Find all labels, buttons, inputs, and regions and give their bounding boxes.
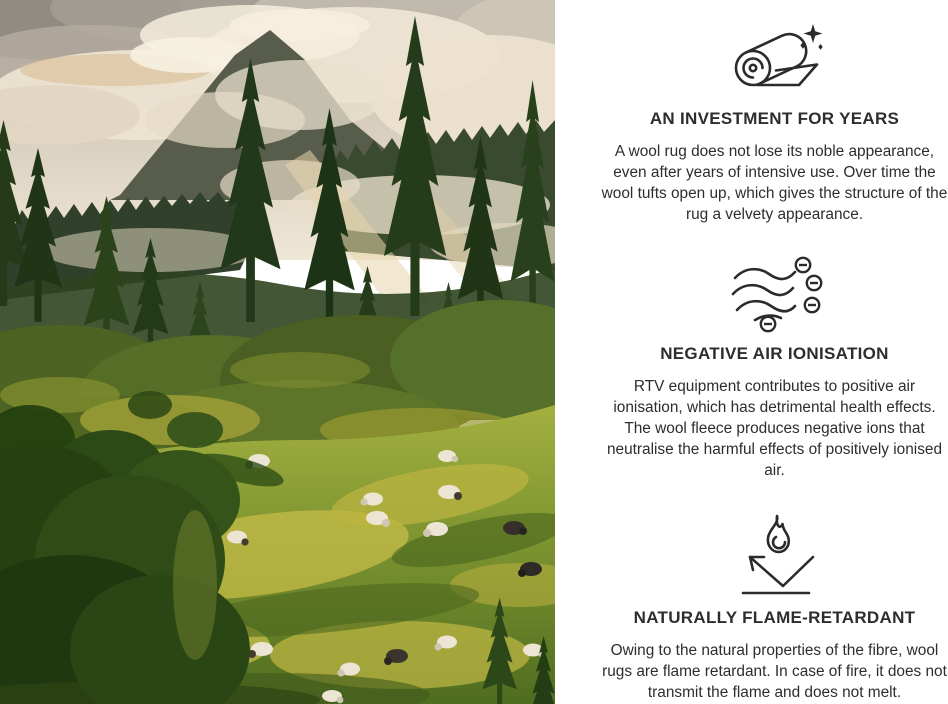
air-ions-icon [725,255,825,333]
flame-retardant-icon [729,511,821,597]
feature-body: RTV equipment contributes to positive air ionisation, which has detrimental health effects. The wool fleece produces negative ions that neutralise the harmful effects of positively ionised air. [606,378,943,479]
feature-panel [555,0,948,704]
feature-heading: NEGATIVE AIR IONISATION [660,344,889,363]
feature-ionisation [601,255,948,481]
feature-body: A wool rug does not lose its noble appearance, even after years of intensive use. Over time the wool tufts open up, which gives the structure of the rug a velvety appearance. [601,143,948,223]
rolled-rug-icon [723,18,827,98]
feature-body: Owing to the natural properties of the fibre, wool rugs are flame retardant. In case of fire, it does not transmit the flame and does not melt. [602,642,947,701]
feature-flame [601,511,948,703]
feature-heading: AN INVESTMENT FOR YEARS [649,109,900,128]
feature-investment [601,18,948,225]
feature-heading: NATURALLY FLAME-RETARDANT [633,608,916,627]
